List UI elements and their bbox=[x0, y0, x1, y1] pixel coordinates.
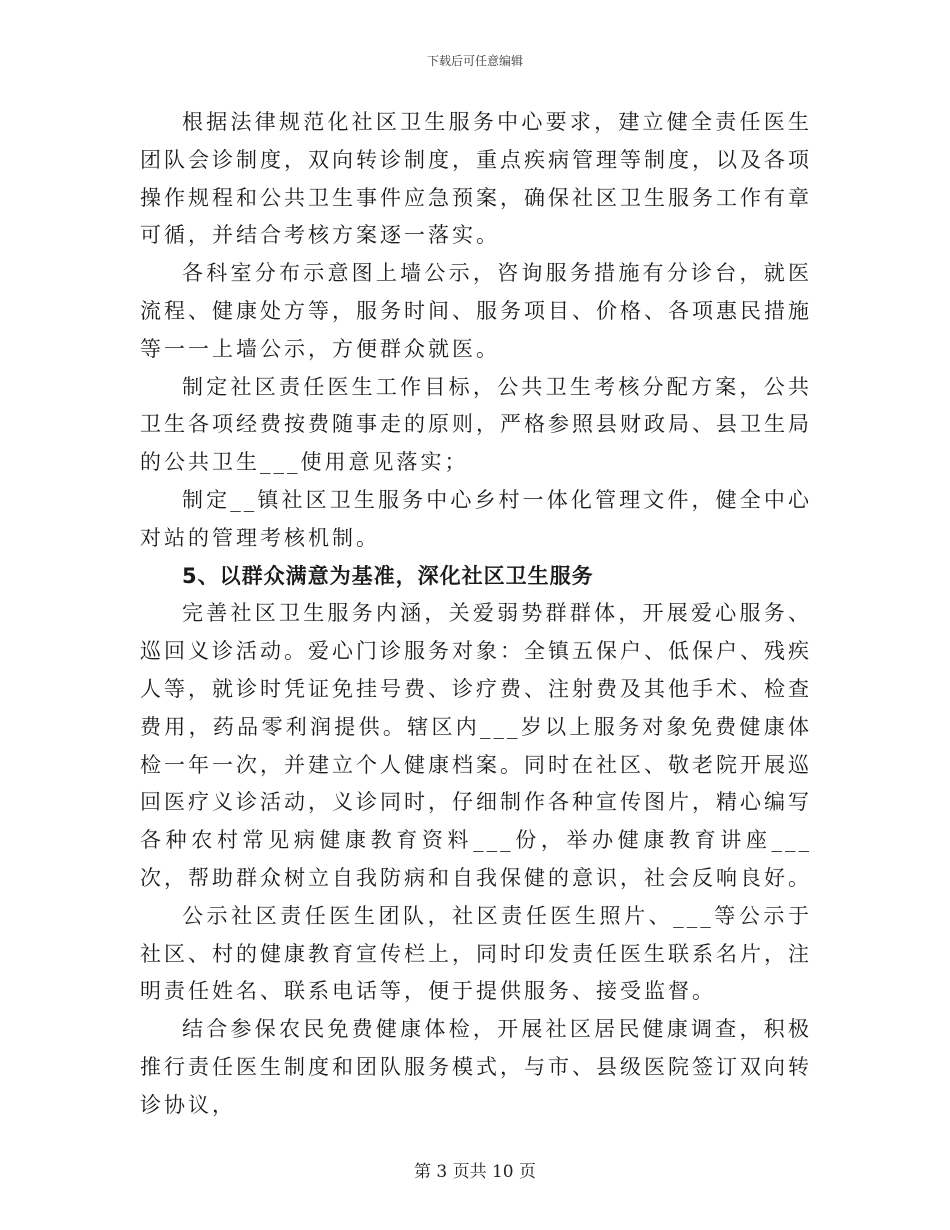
page-number: 第 3 页共 10 页 bbox=[413, 1162, 537, 1182]
paragraph-public-notice: 各科室分布示意图上墙公示，咨询服务措施有分诊台，就医流程、健康处方等，服务时间、服务项目、价格、各项惠民措施等一一上墙公示，方便群众就医。 bbox=[140, 261, 812, 361]
paragraph-service-content: 完善社区卫生服务内涵，关爱弱势群群体，开展爱心服务、巡回义诊活动。爱心门诊服务对象：全镇五保户、低保户、残疾人等，就诊时凭证免挂号费、诊疗费、注射费及其他手术、检查费用，药品零利润提供。辖区内___岁以上服务对象免费健康体检一年一次，并建立个人健康档案。同时在社区、敬老院开展巡回医疗义诊活动，义诊同时，仔细制作各种宣传图片，精心编写各种农村常见病健康教育资料___份，举办健康教育讲座___次，帮助群众树立自我防病和自我保健的意识，社会反响良好。 bbox=[140, 601, 812, 890]
document-body bbox=[140, 104, 812, 1125]
page-header: 下载后可任意编辑 bbox=[426, 54, 523, 68]
section-heading: 5、以群众满意为基准，深化社区卫生服务 bbox=[182, 563, 594, 588]
paragraph-regulations: 根据法律规范化社区卫生服务中心要求，建立健全责任医生团队会诊制度，双向转诊制度，重点疾病管理等制度，以及各项操作规程和公共卫生事件应急预案，确保社区卫生服务工作有章可循，并结合考核方案逐一落实。 bbox=[140, 110, 812, 248]
paragraph-management-file: 制定__镇社区卫生服务中心乡村一体化管理文件，健全中心对站的管理考核机制。 bbox=[140, 487, 812, 550]
paragraph-work-targets: 制定社区责任医生工作目标，公共卫生考核分配方案，公共卫生各项经费按费随事走的原则，严格参照县财政局、县卫生局的公共卫生___使用意见落实； bbox=[140, 374, 812, 475]
paragraph-health-survey: 结合参保农民免费健康体检，开展社区居民健康调查，积极推行责任医生制度和团队服务模式，与市、县级医院签订双向转诊协议， bbox=[140, 1017, 812, 1117]
paragraph-team-notice: 公示社区责任医生团队，社区责任医生照片、___等公示于社区、村的健康教育宣传栏上，同时印发责任医生联系名片，注明责任姓名、联系电话等，便于提供服务、接受监督。 bbox=[140, 903, 812, 1004]
